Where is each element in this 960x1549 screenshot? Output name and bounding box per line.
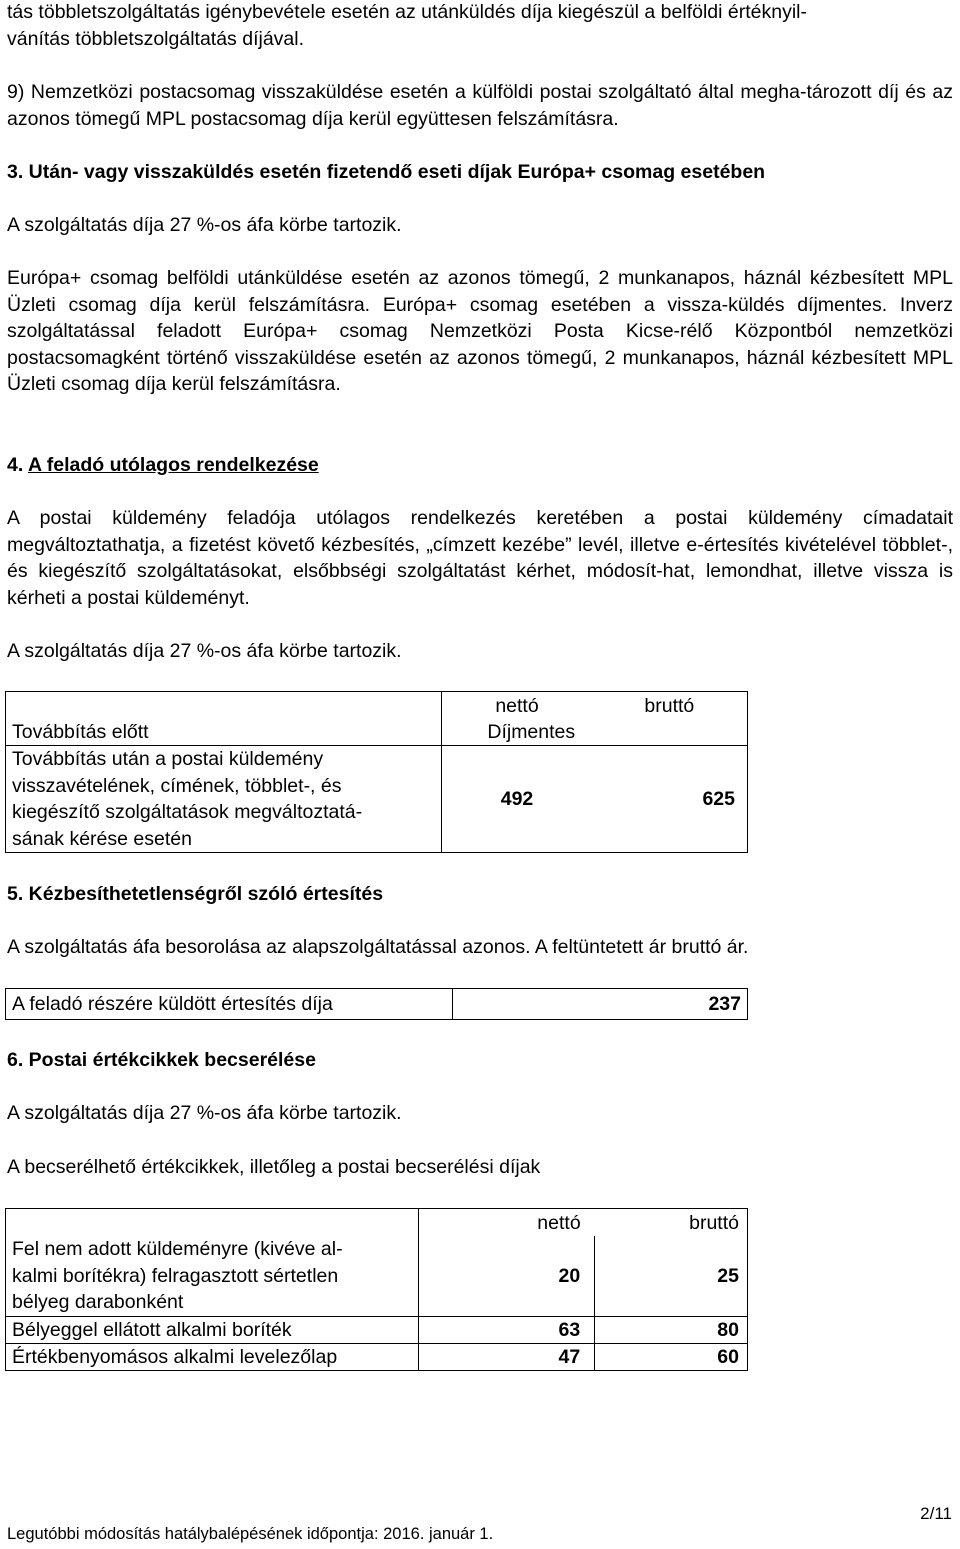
section-4-fee-table — [5, 691, 748, 853]
row-after-forwarding-netto: 492 — [442, 746, 592, 853]
section-5-note: A szolgáltatás áfa besorolása az alapszolgáltatással azonos. A feltüntetett ár bruttó ár. — [7, 936, 749, 958]
row-before-forwarding-label: Továbbítás előtt — [6, 719, 442, 746]
stamp-row-label: Fel nem adott küldeményre (kivéve al- kalmi borítékra) felragasztott sértetlen bélyeg darabonként — [6, 1236, 419, 1316]
postcard-row-netto: 47 — [419, 1343, 595, 1370]
section-6-fee-table — [5, 1208, 748, 1371]
table-row — [6, 1316, 748, 1343]
section-3-paragraph: Európa+ csomag belföldi utánküldése esetén az azonos tömegű, 2 munkanapos, háznál kézbesített MPL Üzleti csomag díja kerül felszámításra. Európa+ csomag esetében a vissza-küldés díjmentes. Inverz szolgáltatással feladott Európa+ csomag Nemzetközi Posta Kicse-rélő Központból nemzetközi postacsomagként történő visszaküldése esetén az azonos tömegű, 2 munkanapos, háznál kézbesített MPL Üzleti csomag díja kerül felszámításra. — [7, 267, 953, 395]
postcard-row-label: Értékbenyomásos alkalmi levelezőlap — [6, 1343, 419, 1370]
table-row — [6, 746, 748, 853]
section-5-fee-table — [5, 988, 748, 1020]
section-4-vat-note: A szolgáltatás díja 27 %-os áfa körbe tartozik. — [7, 640, 402, 662]
netto-header: nettó — [442, 692, 592, 720]
row-after-forwarding-label: Továbbítás után a postai küldemény visszavételének, címének, többlet-, és kiegészítő szolgáltatások megváltoztatá- sának kérése esetén — [6, 746, 442, 853]
section-5-heading: 5. Kézbesíthetetlenségről szóló értesítés — [7, 883, 384, 905]
page-number: 2/11 — [920, 1504, 952, 1523]
stamp-row-brutto: 25 — [595, 1236, 748, 1316]
row-before-forwarding-value: Díjmentes — [442, 719, 748, 746]
table-row — [6, 989, 748, 1020]
table-header-row — [6, 692, 748, 720]
brutto-header: bruttó — [595, 1209, 748, 1237]
table-row — [6, 1343, 748, 1370]
postcard-row-brutto: 60 — [595, 1343, 748, 1370]
notice-fee-label: A feladó részére küldött értesítés díja — [6, 989, 453, 1020]
footer-effective-date: Legutóbbi módosítás hatálybalépésének időpontja: 2016. január 1. — [7, 1525, 494, 1543]
netto-header: nettó — [419, 1209, 595, 1237]
section-6-vat-note: A szolgáltatás díja 27 %-os áfa körbe tartozik. — [7, 1102, 402, 1124]
stamp-row-netto: 20 — [419, 1236, 595, 1316]
envelope-row-netto: 63 — [419, 1316, 595, 1343]
section-4-paragraph: A postai küldemény feladója utólagos rendelkezés keretében a postai küldemény címadatait megváltoztathatja, a fizetést követő kézbesítés, „címzett kezébe” levél, illetve e-értesítés kivételével többlet-, és kiegészítő szolgáltatásokat, elsőbbségi szolgáltatást kérhet, módosít-hat, lemondhat, illetve vissza is kérheti a postai küldeményt. — [7, 507, 953, 609]
table-row — [6, 719, 748, 746]
notice-fee-value: 237 — [453, 989, 748, 1020]
section-4-heading — [7, 452, 953, 479]
envelope-row-label: Bélyeggel ellátott alkalmi boríték — [6, 1316, 419, 1343]
intro-line-2: vánítás többletszolgáltatás díjával. — [7, 28, 305, 50]
section-6-heading: 6. Postai értékcikkek becserélése — [7, 1049, 316, 1071]
envelope-row-brutto: 80 — [595, 1316, 748, 1343]
row-after-forwarding-brutto: 625 — [592, 746, 748, 853]
section-3-heading: 3. Után- vagy visszaküldés esetén fizetendő eseti díjak Európa+ csomag esetében — [7, 161, 766, 183]
intro-line-1: tás többletszolgáltatás igénybevétele esetén az utánküldés díja kiegészül a belföldi értéknyil- — [7, 1, 807, 23]
section-6-intro: A becserélhető értékcikkek, illetőleg a postai becserélési díjak — [7, 1156, 541, 1178]
section-4-title: A feladó utólagos rendelkezése — [27, 454, 319, 476]
table-row — [6, 1236, 748, 1316]
table-header-row — [6, 1209, 748, 1237]
item-9-paragraph: 9) Nemzetközi postacsomag visszaküldése esetén a külföldi postai szolgáltató által megha-tározott díj és az azonos tömegű MPL postacsomag díja kerül együttesen felszámításra. — [7, 81, 953, 130]
section-3-vat-note: A szolgáltatás díja 27 %-os áfa körbe tartozik. — [7, 214, 402, 236]
brutto-header: bruttó — [592, 692, 748, 720]
section-4-number: 4. — [7, 454, 24, 476]
